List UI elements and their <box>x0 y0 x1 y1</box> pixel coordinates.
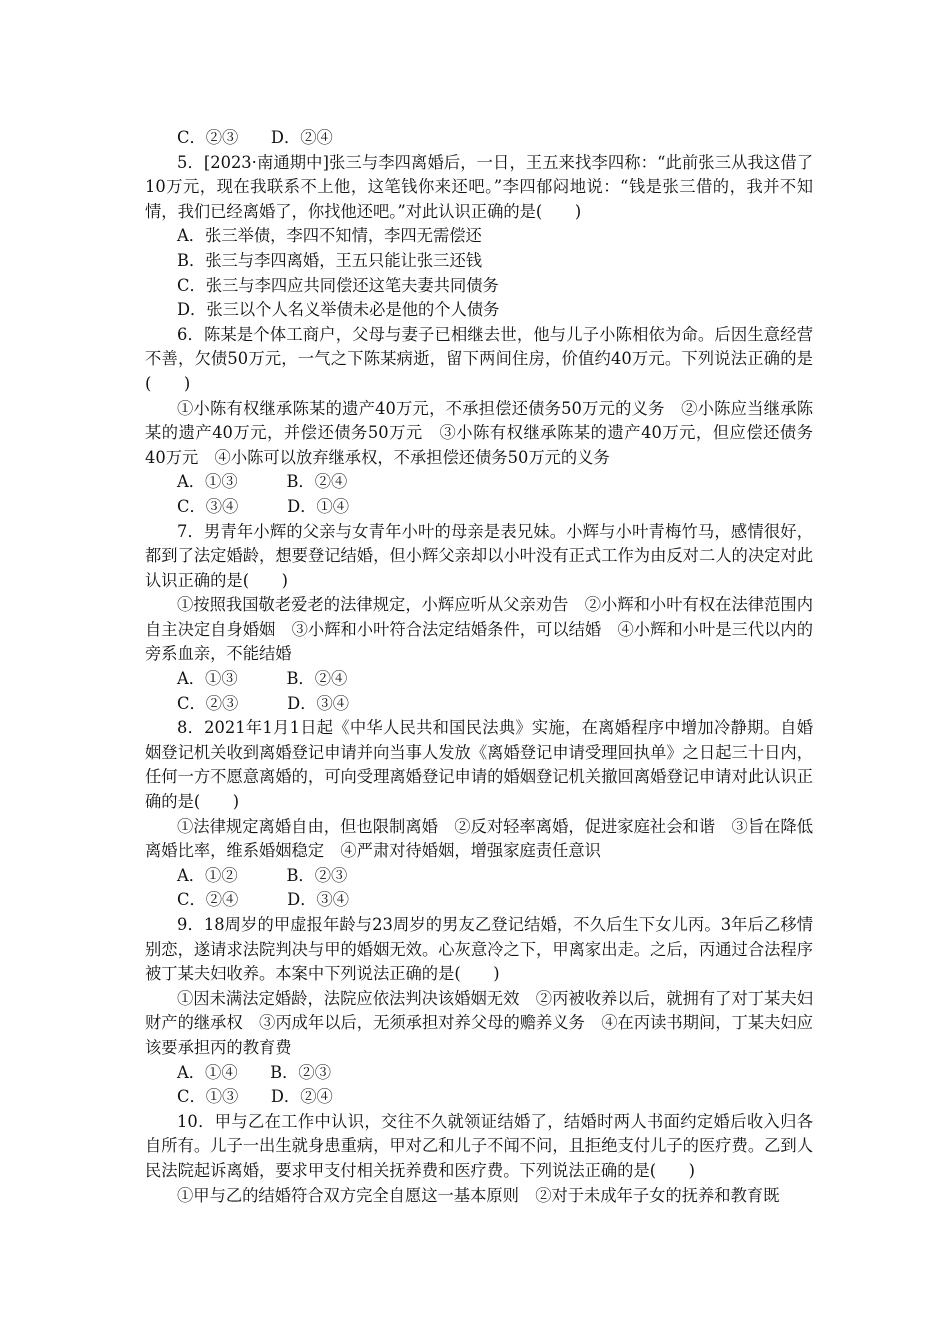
q6-options-row-2: C．③④ D．①④ <box>177 496 350 516</box>
q7-stem: 7．男青年小辉的父亲与女青年小叶的母亲是表兄妹。小辉与小叶青梅竹马，感情很好，都到了法定婚龄，想要登记结婚，但小辉父亲却以小叶没有正式工作为由反对二人的决定对此认识正确的是( ) <box>145 521 813 590</box>
q7-options-row-1: A．①③ B．②④ <box>177 669 348 689</box>
q8-options-row-2: C．②④ D．③④ <box>177 890 350 910</box>
q5-stem: 5．[2023·南通期中]张三与李四离婚后，一日，王五来找李四称：“此前张三从我这借了10万元，现在我联系不上他，这笔钱你来还吧。”李四郁闷地说：“钱是张三借的，我并不知情，我们已经离婚了，你找他还吧。”对此认识正确的是( ) <box>145 152 813 221</box>
q6-statements: ①小陈有权继承陈某的遗产40万元，不承担偿还债务50万元的义务 ②小陈应当继承陈某的遗产40万元，并偿还债务50万元 ③小陈有权继承陈某的遗产40万元，但应偿还债务40万元 ④小陈可以放弃继承权，不承担偿还债务50万元的义务 <box>145 398 813 467</box>
question-list <box>145 126 813 1208</box>
q5-option-c: C．张三与李四应共同偿还这笔夫妻共同债务 <box>177 275 499 295</box>
q4-option-c: C．②③ <box>177 128 239 147</box>
q10-stem: 10．甲与乙在工作中认识，交往不久就领证结婚了，结婚时两人书面约定婚后收入归各自所有。儿子一出生就身患重病，甲对乙和儿子不闻不问，且拒绝支付儿子的医疗费。乙到人民法院起诉离婚，要求甲支付相关抚养费和医疗费。下列说法正确的是( ) <box>145 1111 813 1180</box>
q10-statements: ①甲与乙的结婚符合双方完全自愿这一基本原则 ②对于未成年子女的抚养和教育既 <box>177 1185 780 1205</box>
q8-statements: ①法律规定离婚自由，但也限制离婚 ②反对轻率离婚，促进家庭社会和谐 ③旨在降低离婚比率，维系婚姻稳定 ④严肃对待婚姻，增强家庭责任意识 <box>145 816 813 861</box>
q9-options-row-1: A．①④ B．②③ <box>177 1062 331 1082</box>
q4-option-d: D．②④ <box>270 128 333 147</box>
q9-statements: ①因未满法定婚龄，法院应依法判决该婚姻无效 ②丙被收养以后，就拥有了对丁某夫妇财产的继承权 ③丙成年以后，无须承担对养父母的赡养义务 ④在丙读书期间，丁某夫妇应该要承担丙的教育费 <box>145 988 813 1057</box>
q5-option-d: D．张三以个人名义举债未必是他的个人债务 <box>177 300 500 320</box>
q5-option-a: A．张三举债，李四不知情，李四无需偿还 <box>177 226 482 246</box>
q8-stem: 8．2021年1月1日起《中华人民共和国民法典》实施，在离婚程序中增加冷静期。自婚姻登记机关收到离婚登记申请并向当事人发放《离婚登记申请受理回执单》之日起三十日内，任何一方不愿意离婚的，可向受理离婚登记申请的婚姻登记机关撤回离婚登记申请对此认识正确的是( ) <box>145 718 813 812</box>
q9-stem: 9．18周岁的甲虚报年龄与23周岁的男友乙登记结婚，不久后生下女儿丙。3年后乙移情别恋，遂请求法院判决与甲的婚姻无效。心灰意冷之下，甲离家出走。之后，丙通过合法程序被丁某夫妇收养。本案中下列说法正确的是( ) <box>145 915 813 984</box>
q7-options-row-2: C．②③ D．③④ <box>177 693 350 713</box>
q4-options-row <box>145 126 813 151</box>
q8-options-row-1: A．①② B．②③ <box>177 865 348 885</box>
q5-option-b: B．张三与李四离婚，王五只能让张三还钱 <box>177 250 483 270</box>
q6-stem: 6．陈某是个体工商户，父母与妻子已相继去世，他与儿子小陈相依为命。后因生意经营不善，欠债50万元，一气之下陈某病逝，留下两间住房，价值约40万元。下列说法正确的是( ) <box>145 324 813 393</box>
q7-statements: ①按照我国敬老爱老的法律规定，小辉应听从父亲劝告 ②小辉和小叶有权在法律范围内自主决定自身婚姻 ③小辉和小叶符合法定结婚条件，可以结婚 ④小辉和小叶是三代以内的旁系血亲，不能结婚 <box>145 595 813 664</box>
q6-options-row-1: A．①③ B．②④ <box>177 472 348 492</box>
q9-options-row-2: C．①③ D．②④ <box>177 1087 333 1107</box>
